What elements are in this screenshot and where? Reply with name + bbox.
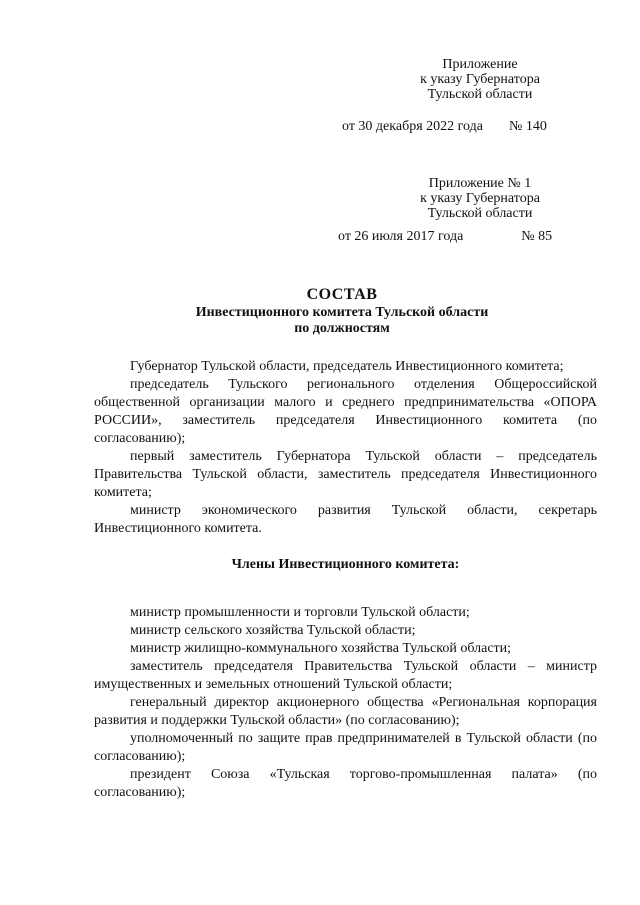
- appendix-block-1: [380, 57, 580, 102]
- appendix-1-line-2: к указу Губернатора: [420, 72, 540, 87]
- appendix-2-line-3: Тульской области: [427, 206, 533, 221]
- document-heading: [90, 285, 594, 337]
- member-item: заместитель председателя Правительства Тульской области – министр имущественных и земельных отношений Тульской области;: [94, 659, 597, 692]
- heading-subtitle-2: по должностям: [294, 321, 390, 336]
- appendix-1-line-3: Тульской области: [427, 87, 533, 102]
- members-title: Члены Инвестиционного комитета:: [231, 557, 460, 572]
- heading-title: СОСТАВ: [306, 286, 378, 303]
- leadership-item: председатель Тульского регионального отделения Общероссийской общественной организации малого и среднего предпринимательства «ОПОРА РОССИИ», заместитель председателя Инвестиционного комитета (по согласованию);: [94, 377, 597, 446]
- decree-2-number: № 85: [521, 229, 553, 244]
- member-item: уполномоченный по защите прав предпринимателей в Тульской области (по согласованию);: [94, 731, 597, 764]
- member-item: министр промышленности и торговли Тульской области;: [130, 605, 470, 620]
- decree-reference-2: [338, 229, 552, 245]
- member-item: президент Союза «Тульская торгово-промышленная палата» (по согласованию);: [94, 767, 597, 800]
- member-item: министр жилищно-коммунального хозяйства Тульской области;: [130, 641, 512, 656]
- decree-1-number: № 140: [508, 119, 547, 134]
- appendix-block-2: [380, 176, 580, 221]
- decree-2-date: от 26 июля 2017 года: [338, 229, 464, 244]
- leadership-item: первый заместитель Губернатора Тульской области – председатель Правительства Тульской области, заместитель председателя Инвестиционного комитета;: [94, 449, 597, 500]
- document-body: [94, 358, 597, 802]
- heading-subtitle-1: Инвестиционного комитета Тульской области: [195, 305, 489, 320]
- appendix-2-line-2: к указу Губернатора: [420, 191, 540, 206]
- decree-1-date: от 30 декабря 2022 года: [342, 119, 483, 134]
- member-item: министр сельского хозяйства Тульской области;: [130, 623, 416, 638]
- member-item: генеральный директор акционерного общества «Региональная корпорация развития и поддержки Тульской области» (по согласованию);: [94, 695, 597, 728]
- leadership-item: Губернатор Тульской области, председатель Инвестиционного комитета;: [130, 359, 564, 374]
- leadership-item: министр экономического развития Тульской области, секретарь Инвестиционного комитета.: [94, 503, 597, 536]
- decree-reference-1: [342, 119, 547, 135]
- appendix-2-line-1: Приложение № 1: [428, 176, 532, 191]
- appendix-1-line-1: Приложение: [442, 57, 518, 72]
